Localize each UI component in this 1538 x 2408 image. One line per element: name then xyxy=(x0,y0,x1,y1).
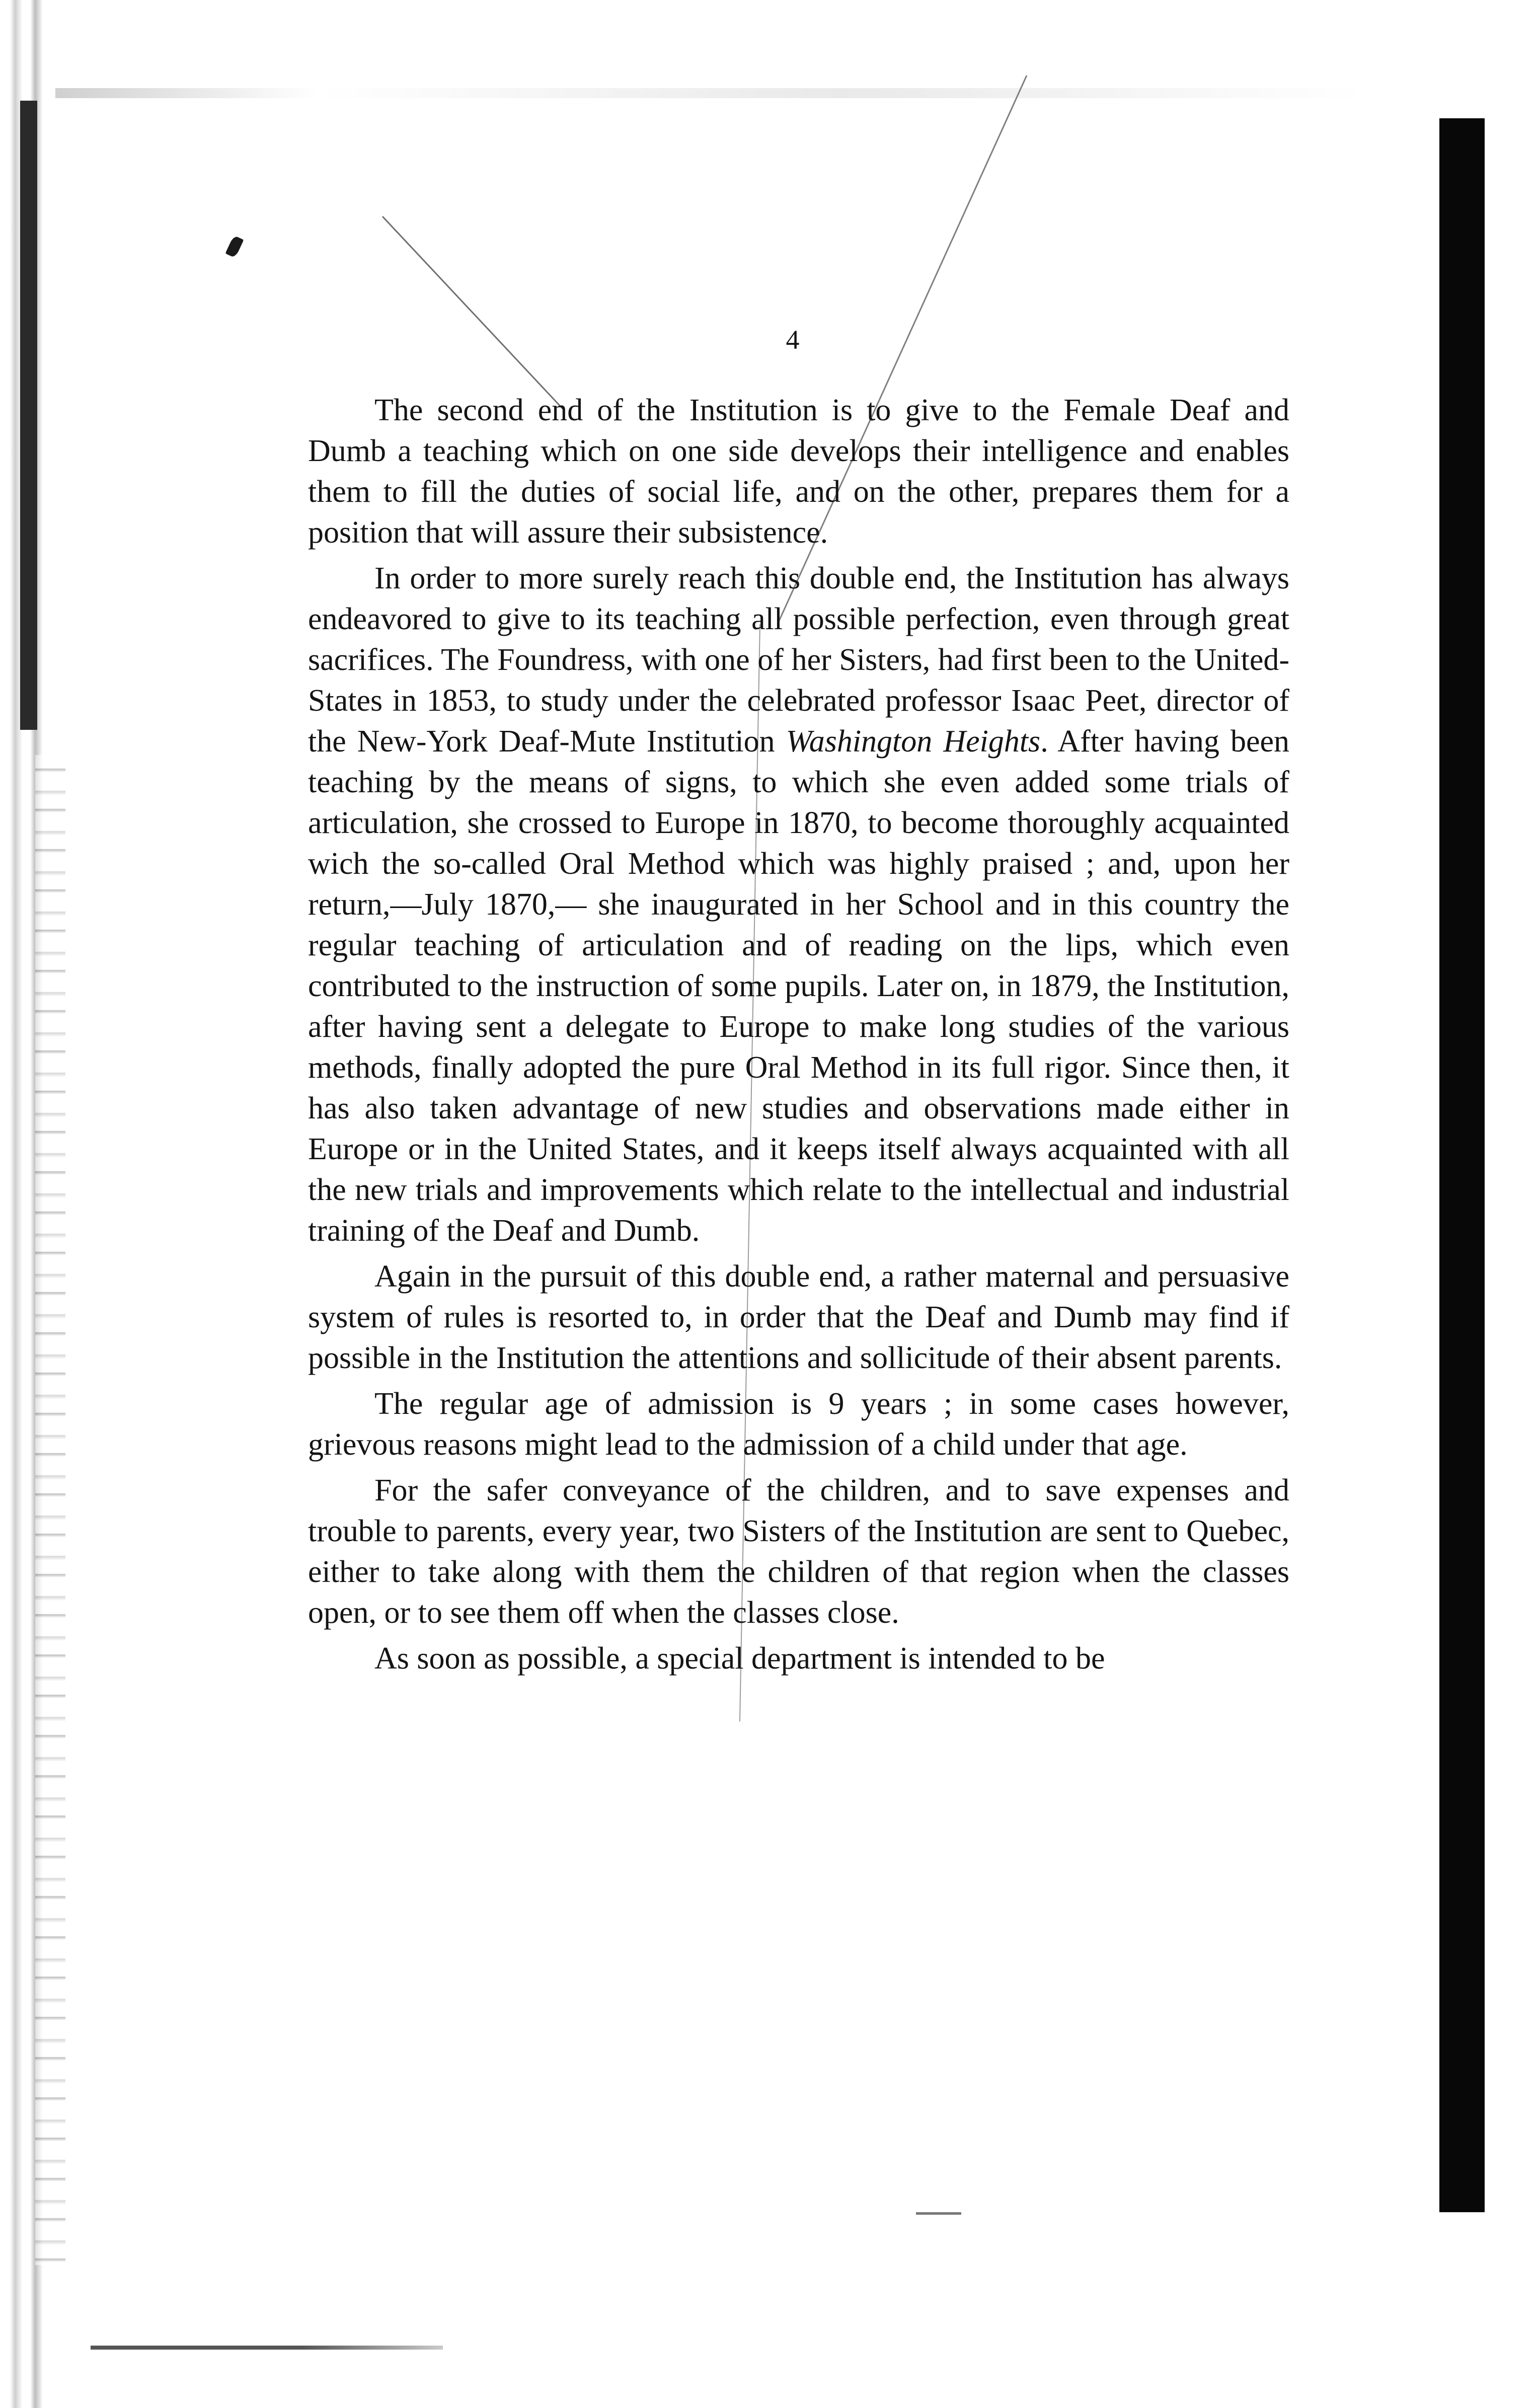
paragraph-admission-age: The regular age of admission is 9 years ; in some cases however, grievous reasons might lead to the admission of a child under that age. xyxy=(308,1387,1289,1462)
paragraph-second-end: The second end of the Institution is to give to the Female Deaf and Dumb a teaching which on one side develops their intelligence and enables them to fill the duties of social life, and on the other, prepares them for a position that will assure their subsistence. xyxy=(308,393,1289,550)
paragraph-teaching-history-part2: . After having been teaching by the means of signs, to which she even added some trials of articulation, she crossed to Europe in 1870, to become thoroughly acquainted wich the so-called Oral Method which was highly praised ; and, upon her return,—July 1870,— she inaugurated in her School and in this country the regular teaching of articulation and of reading on the lips, which even contributed to the instruction of some pupils. Later on, in 1879, the Institution, after having sent a delegate to Europe to make long studies of the various methods, finally adopted the pure Oral Method in its full rigor. Since then, it has also taken advantage of new studies and observations made either in Europe or in the United States, and it keeps itself always acquainted with all the new trials and improvements which relate to the intellectual and industrial training of the Deaf and Dumb. xyxy=(308,724,1289,1248)
body-text xyxy=(308,390,1289,1679)
pencil-diagonal-stroke-left xyxy=(382,216,563,409)
paragraph-conveyance: For the safer conveyance of the children, and to save expenses and trouble to parents, every year, two Sisters of the Institution are sent to Quebec, either to take along with them the children of that region when the classes open, or to see them off when the classes close. xyxy=(308,1473,1289,1630)
paragraph-maternal-system: Again in the pursuit of this double end, a rather maternal and persuasive system of rules is resorted to, in order that the Deaf and Dumb may find if possible in the Institution the attentions and sollicitude of their absent parents. xyxy=(308,1259,1289,1375)
paragraph-special-department: As soon as possible, a special department is intended to be xyxy=(374,1641,1105,1676)
paragraph-teaching-history-part1: In order to more surely reach this double end, the Institution has always endeavored to give to its teaching all possible perfection, even through great sacrifices. The Foundress, with one of her Sisters, had first been to the United-States in 1853, to study under the celebrated professor Isaac Peet, director of the New-York Deaf-Mute Institution xyxy=(308,561,1289,759)
page-number: 4 xyxy=(786,325,800,355)
paragraph-teaching-history xyxy=(308,558,1289,1251)
italic-institution-name: Washington Heights xyxy=(786,724,1041,759)
